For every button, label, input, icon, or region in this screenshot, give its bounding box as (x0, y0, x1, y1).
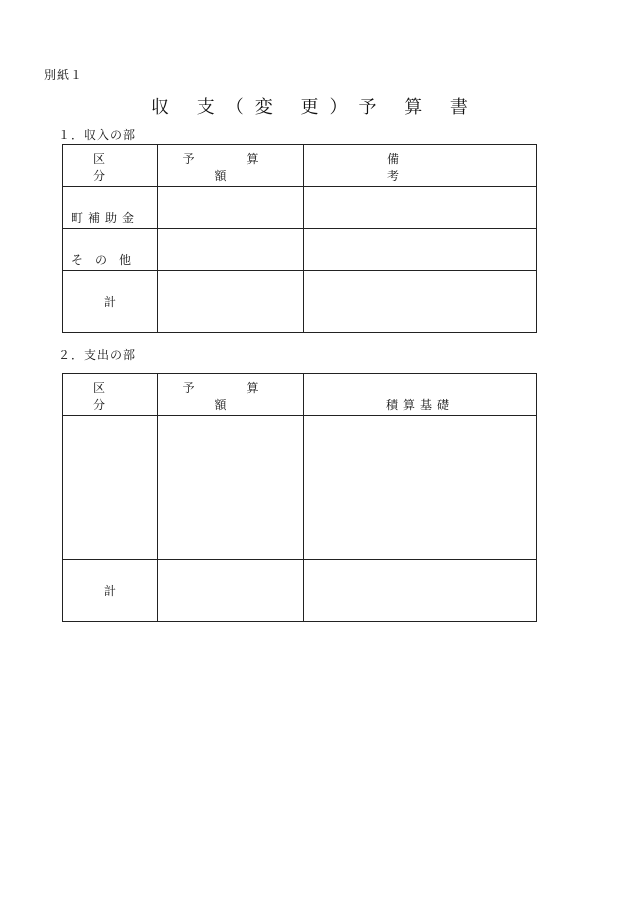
expense-row-amount[interactable] (158, 416, 304, 560)
income-header-amount-label: 予 算 額 (182, 152, 311, 183)
income-header-category-label: 区 分 (92, 152, 162, 183)
table-row (63, 416, 537, 560)
income-row-category-label: 町補助金 (71, 211, 140, 225)
income-row-category (63, 187, 158, 229)
expense-total-row (63, 560, 537, 622)
income-header-row (63, 145, 537, 187)
attachment-label: 別紙１ (44, 68, 84, 82)
expense-table (62, 373, 537, 622)
expense-header-amount-label: 予 算 額 (182, 381, 311, 412)
income-total-amount[interactable] (158, 271, 304, 333)
document-title: 収 支（変 更）予 算 書 (151, 97, 479, 118)
expense-total-label: 計 (63, 560, 158, 622)
income-total-notes[interactable] (304, 271, 537, 333)
expense-header-row (63, 374, 537, 416)
income-row-amount[interactable] (158, 229, 304, 271)
table-row (63, 229, 537, 271)
expense-section-heading: ２．支出の部 (58, 348, 137, 362)
income-header-notes (304, 145, 586, 187)
income-total-label: 計 (63, 271, 158, 333)
table-row (63, 187, 537, 229)
expense-header-amount (158, 374, 311, 416)
income-row-notes[interactable] (304, 187, 537, 229)
expense-row-category[interactable] (63, 416, 158, 560)
income-row-amount[interactable] (158, 187, 304, 229)
income-header-amount (158, 145, 311, 187)
expense-total-amount[interactable] (158, 560, 304, 622)
expense-total-basis[interactable] (304, 560, 537, 622)
expense-header-basis-label: 積算基礎 (385, 398, 454, 412)
income-row-category (63, 229, 158, 271)
income-section-heading: １．収入の部 (58, 128, 137, 142)
expense-header-category-label: 区 分 (92, 381, 162, 412)
expense-header-basis (304, 374, 537, 416)
expense-header-category (63, 374, 162, 416)
income-header-notes-label: 備 考 (386, 152, 586, 183)
income-table (62, 144, 586, 333)
income-row-category-label: そ の 他 (71, 253, 132, 267)
income-total-row (63, 271, 537, 333)
expense-row-basis[interactable] (304, 416, 537, 560)
income-header-category (63, 145, 162, 187)
income-row-notes[interactable] (304, 229, 537, 271)
